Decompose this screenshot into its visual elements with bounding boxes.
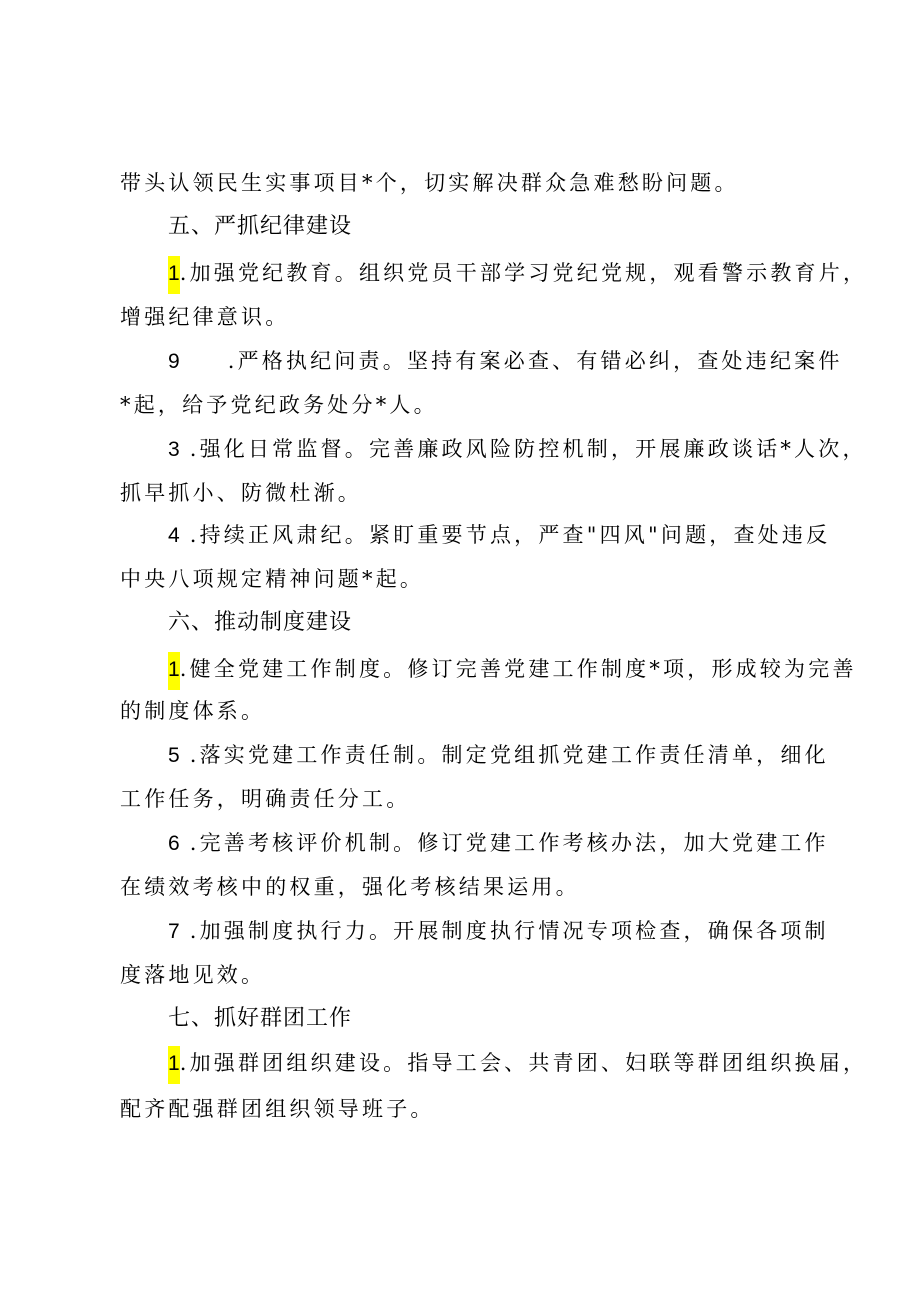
text-line: 中央八项规定精神问题*起。: [120, 567, 425, 591]
text-line: .落实党建工作责任制。制定党组抓党建工作责任清单，细化: [189, 743, 829, 767]
text-line: 增强纪律意识。: [120, 305, 290, 329]
text-line: .强化日常监督。完善廉政风险防控机制，开展廉政谈话*人次，: [189, 437, 867, 461]
text-line: .加强党纪教育。组织党员干部学习党纪党规，观看警示教育片，: [179, 261, 868, 285]
text-line: 配齐配强群团组织领导班子。: [120, 1097, 435, 1121]
paragraph-line: [120, 784, 410, 814]
highlighted-number: 1: [168, 652, 180, 690]
text-line: .加强制度执行力。开展制度执行情况专项检查，确保各项制: [189, 919, 829, 943]
paragraph-line: [168, 828, 829, 858]
item-number: 3: [168, 438, 180, 461]
heading-text: 六、推动制度建设: [168, 610, 353, 635]
highlighted-number: 1: [168, 1046, 180, 1084]
section-heading-7: [168, 1004, 352, 1034]
item-number: 4: [168, 524, 180, 547]
paragraph-line: [120, 872, 580, 902]
paragraph-line: [168, 916, 829, 946]
text-line: 的制度体系。: [120, 699, 266, 723]
item-number: 7: [168, 920, 180, 943]
paragraph-line: [168, 740, 829, 770]
text-line: 抓早抓小、防微杜渐。: [120, 481, 362, 505]
text-line: .加强群团组织建设。指导工会、共青团、妇联等群团组织换届，: [179, 1051, 868, 1075]
text-line: 度落地见效。: [120, 963, 266, 987]
paragraph-line: [168, 520, 830, 550]
paragraph-line: [120, 390, 438, 420]
paragraph-line: [168, 258, 867, 288]
paragraph-line: [120, 302, 289, 332]
paragraph-line: [120, 1094, 435, 1124]
text-line: 工作任务，明确责任分工。: [120, 787, 411, 811]
text-line: *起，给予党纪政务处分*人。: [120, 393, 438, 417]
highlighted-number: 1: [168, 256, 180, 294]
item-number: 9: [168, 350, 180, 373]
section-heading-6: [168, 608, 352, 638]
paragraph-line: [168, 434, 867, 464]
item-number: 5: [168, 744, 180, 767]
section-heading-5: [168, 212, 352, 242]
item-number: 6: [168, 832, 180, 855]
paragraph-line: [168, 654, 857, 684]
paragraph-line: [120, 564, 424, 594]
paragraph-line: [168, 1048, 867, 1078]
heading-text: 七、抓好群团工作: [168, 1006, 353, 1031]
text-line: .持续正风肃纪。紧盯重要节点，严查"四风"问题，查处违反: [189, 523, 831, 547]
paragraph-line: [120, 168, 739, 198]
paragraph-line: [120, 960, 265, 990]
paragraph-line: [168, 346, 843, 376]
text-line: .健全党建工作制度。修订完善党建工作制度*项，形成较为完善: [179, 657, 857, 681]
paragraph-line: [120, 478, 362, 508]
text-line: 带头认领民生实事项目*个，切实解决群众急难愁盼问题。: [120, 171, 739, 195]
paragraph-line: [120, 696, 265, 726]
heading-text: 五、严抓纪律建设: [168, 214, 353, 239]
text-line: .严格执纪问责。坚持有案必查、有错必纠，查处违纪案件: [227, 349, 843, 373]
text-line: 在绩效考核中的权重，强化考核结果运用。: [120, 875, 580, 899]
text-line: .完善考核评价机制。修订党建工作考核办法，加大党建工作: [189, 831, 829, 855]
